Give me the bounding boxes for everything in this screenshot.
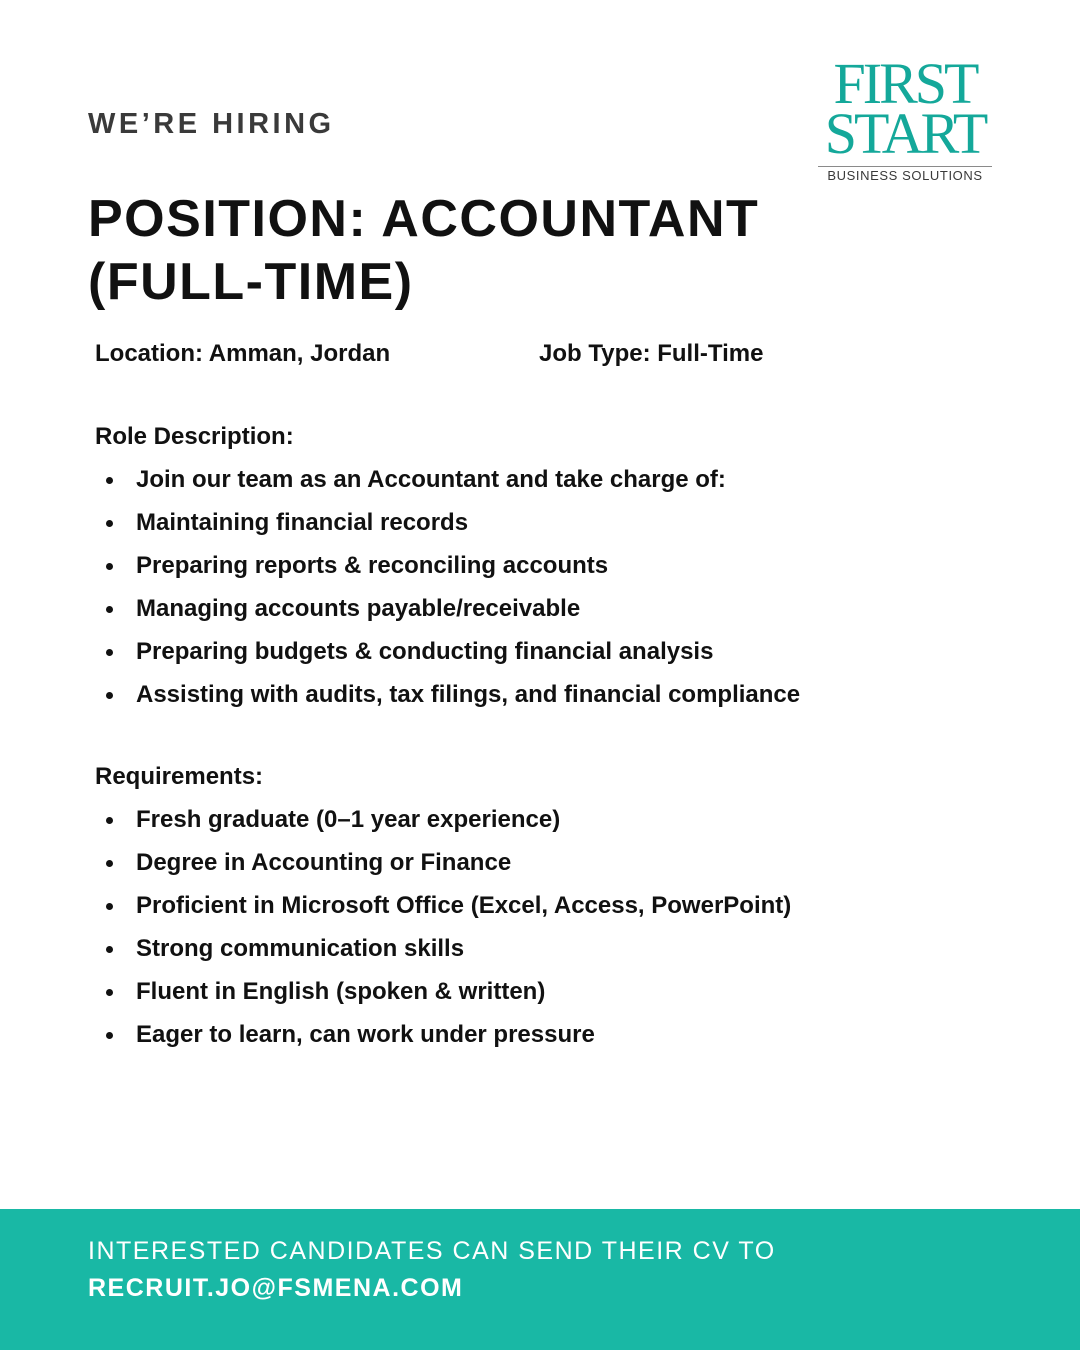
list-item — [0, 636, 800, 679]
position-title — [88, 188, 988, 314]
list-item — [0, 593, 800, 636]
requirements-list — [0, 804, 791, 1062]
list-item — [0, 976, 791, 1019]
list-item-text: Managing accounts payable/receivable — [136, 595, 581, 622]
list-item — [0, 847, 791, 890]
list-item — [0, 804, 791, 847]
bullet-icon — [106, 989, 113, 996]
bullet-icon — [106, 817, 113, 824]
bullet-icon — [106, 692, 113, 699]
list-item-text: Maintaining financial records — [136, 509, 469, 536]
list-item — [0, 464, 800, 507]
logo-wordmark-first: FIRST — [833, 51, 977, 116]
bullet-icon — [106, 903, 113, 910]
hiring-label: WE’RE HIRING — [88, 108, 335, 140]
logo-wordmark-start: START — [824, 101, 986, 166]
recruit-email-link[interactable]: RECRUIT.JO@FSMENA.COM — [88, 1274, 464, 1302]
list-item — [0, 890, 791, 933]
job-type: Job Type: Full-Time — [539, 340, 764, 367]
bullet-icon — [106, 563, 113, 570]
list-item — [0, 1019, 791, 1062]
company-logo — [816, 51, 994, 188]
footer-cta-text: INTERESTED CANDIDATES CAN SEND THEIR CV TO — [88, 1237, 776, 1265]
list-item — [0, 550, 800, 593]
list-item-text: Fluent in English (spoken & written) — [136, 978, 546, 1005]
bullet-icon — [106, 946, 113, 953]
list-item — [0, 933, 791, 976]
bullet-icon — [106, 860, 113, 867]
bullet-icon — [106, 477, 113, 484]
contact-footer — [0, 1209, 1080, 1350]
list-item-text: Eager to learn, can work under pressure — [136, 1021, 595, 1048]
list-item-text: Fresh graduate (0–1 year experience) — [136, 806, 561, 833]
bullet-icon — [106, 1032, 113, 1039]
list-item-text: Proficient in Microsoft Office (Excel, Access, PowerPoint) — [136, 892, 792, 919]
list-item — [0, 507, 800, 550]
bullet-icon — [106, 649, 113, 656]
list-item-text: Join our team as an Accountant and take charge of: — [136, 466, 726, 493]
requirements-heading: Requirements: — [95, 763, 264, 790]
list-item-text: Preparing budgets & conducting financial analysis — [136, 638, 714, 665]
bullet-icon — [106, 520, 113, 527]
job-location: Location: Amman, Jordan — [95, 340, 391, 367]
bullet-icon — [106, 606, 113, 613]
list-item-text: Degree in Accounting or Finance — [136, 849, 512, 876]
logo-tagline: BUSINESS SOLUTIONS — [827, 168, 983, 183]
list-item-text: Preparing reports & reconciling accounts — [136, 552, 609, 579]
role-description-heading: Role Description: — [95, 423, 294, 450]
position-title-line1: POSITION: ACCOUNTANT — [88, 190, 760, 248]
role-description-list — [0, 464, 800, 722]
list-item-text: Strong communication skills — [136, 935, 465, 962]
list-item — [0, 679, 800, 722]
logo-divider — [818, 166, 992, 167]
list-item-text: Assisting with audits, tax filings, and financial compliance — [136, 681, 801, 708]
position-title-line2: (FULL-TIME) — [88, 253, 414, 311]
